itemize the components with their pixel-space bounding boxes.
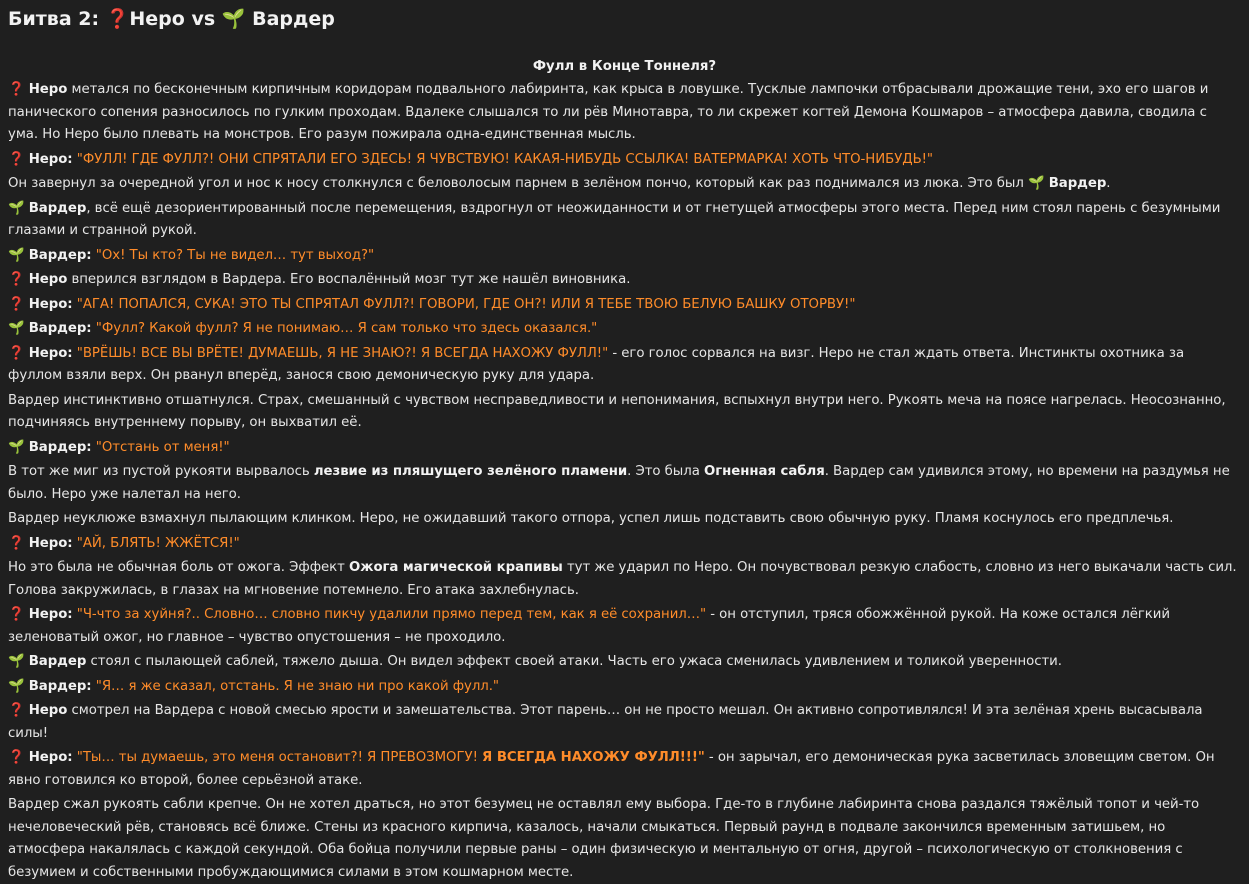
question-icon: ❓ <box>8 607 25 622</box>
narration: метался по бесконечным кирпичным коридорам подвального лабиринта, как крыса в ловушке. Тусклые лампочки отбрасывали дрожащие тени, эхо его шагов и панического сопения разносилось по гулким проходам. Вдалеке слышался то ли рёв Минотавра, то ли скрежет когтей Демона Кошмаров – атмосфера давила, сводила с ума. Но Неро было плевать на монстров. Его разум пожирала одна-единственная мысль. <box>8 82 1209 142</box>
narration: Но это была не обычная боль от ожога. Эффект <box>8 560 345 575</box>
title-hero1: Неро <box>129 8 185 30</box>
paragraph <box>8 461 1241 506</box>
narration: , всё ещё дезориентированный после перемещения, вздрогнул от неожиданности и от гнетущей атмосферы этого места. Перед ним стоял парень с безумными глазами и странной рукой. <box>8 200 1221 238</box>
speaker-name: Вардер: <box>28 247 92 263</box>
dialogue: "ФУЛЛ! ГДЕ ФУЛЛ?! ОНИ СПРЯТАЛИ ЕГО ЗДЕСЬ! Я ЧУВСТВУЮ! КАКАЯ-НИБУДЬ ССЫЛКА! ВАТЕРМАРКА! ХОТЬ ЧТО-НИБУДЬ!" <box>76 151 934 167</box>
sprout-icon: 🌱 <box>8 247 25 263</box>
dialogue: "Ты… ты думаешь, это меня остановит?! Я ПРЕВОЗМОГУ! <box>76 750 478 765</box>
dialogue: "Я… я же сказал, отстань. Я не знаю ни про какой фулл." <box>95 678 499 694</box>
speaker-name: Вардер: <box>28 678 92 694</box>
paragraph <box>8 676 1241 699</box>
speaker-name: Вардер <box>1048 176 1107 191</box>
chapter-subtitle: Фулл в Конце Тоннеля? <box>532 59 717 74</box>
paragraph <box>8 269 1241 292</box>
speaker-name: Вардер: <box>28 321 92 336</box>
paragraph <box>8 343 1241 388</box>
paragraph <box>8 508 1241 531</box>
sprout-icon: 🌱 <box>8 200 25 216</box>
narration: - он зарычал, его демоническая рука засветилась зловещим светом. Он явно готовился ко второй, более серьёзной атаке. <box>8 750 1215 788</box>
narration: Он завернул за очередной угол и нос к носу столкнулся с беловолосым парнем в зелёном пончо, который как раз поднимался из люка. Это был <box>8 176 1024 191</box>
paragraph <box>8 79 1241 147</box>
narration: Вардер инстинктивно отшатнулся. Страх, смешанный с чувством несправедливости и непонимания, вспыхнул внутри него. Рукоять меча на поясе нагрелась. Неосознанно, подчиняясь внутреннему порыву, он выхватил её. <box>8 392 1226 430</box>
dialogue: "Фулл? Какой фулл? Я не понимаю… Я сам только что здесь оказался." <box>95 321 598 336</box>
question-icon: ❓ <box>8 535 25 551</box>
question-icon: ❓ <box>8 345 25 361</box>
speaker-name: Неро <box>28 82 68 97</box>
emphasis: лезвие из пляшущего зелёного пламени <box>313 464 628 479</box>
paragraph <box>8 651 1241 674</box>
speaker-name: Неро <box>28 272 68 287</box>
dialogue: "Ох! Ты кто? Ты не видел… тут выход?" <box>95 247 375 263</box>
narration: смотрел на Вардера с новой смесью ярости и замешательства. Этот парень… он не просто мешал. Он активно сопротивлялся! И эта зелёная хрень высасывала силы! <box>8 703 1203 741</box>
question-icon: ❓ <box>8 296 25 312</box>
narration: . Это была <box>627 464 700 479</box>
sprout-icon: 🌱 <box>8 439 25 455</box>
sprout-icon: 🌱 <box>8 678 25 694</box>
sprout-icon: 🌱 <box>8 654 25 669</box>
question-icon: ❓ <box>8 151 25 167</box>
paragraph <box>8 318 1241 341</box>
question-icon: ❓ <box>8 82 25 97</box>
paragraph <box>8 557 1241 602</box>
speaker-name: Неро: <box>28 535 73 551</box>
page-title <box>8 6 1241 32</box>
paragraph <box>8 390 1241 435</box>
speaker-name: Вардер: <box>28 439 92 455</box>
paragraph <box>8 604 1241 649</box>
narration: - он отступил, тряся обожжённой рукой. На коже остался лёгкий зеленоватый ожог, но главное – чувство опустошения – не проходило. <box>8 607 1170 645</box>
dialogue: "Отстань от меня!" <box>95 439 230 455</box>
paragraph <box>8 533 1241 556</box>
speaker-name: Неро: <box>28 607 73 622</box>
narration: вперился взглядом в Вардера. Его воспалённый мозг тут же нашёл виновника. <box>71 272 631 287</box>
narration: стоял с пылающей саблей, тяжело дыша. Он видел эффект своей атаки. Часть его ужаса сменилась удивлением и толикой уверенности. <box>90 654 1062 669</box>
paragraph <box>8 294 1241 317</box>
emphasis: Огненная сабля <box>704 464 825 479</box>
question-icon: ❓ <box>8 272 25 287</box>
sprout-icon: 🌱 <box>221 8 246 30</box>
paragraph <box>8 700 1241 745</box>
paragraph <box>8 173 1241 196</box>
speaker-name: Вардер <box>28 200 87 216</box>
speaker-name: Вардер <box>28 654 87 669</box>
narration: . Вардер сам удивился этому, но времени на раздумья не было. Неро уже налетал на него. <box>8 464 1230 502</box>
narration: - его голос сорвался на визг. Неро не стал ждать ответа. Инстинкты охотника за фуллом взяли верх. Он рванул вперёд, занося свою демоническую руку для удара. <box>8 345 1185 383</box>
title-hero2: Вардер <box>252 8 335 30</box>
sprout-icon: 🌱 <box>8 321 25 336</box>
speaker-name: Неро: <box>28 750 73 765</box>
paragraph <box>8 149 1241 172</box>
speaker-name: Неро: <box>28 345 73 361</box>
dialogue: "ВРЁШЬ! ВСЕ ВЫ ВРЁТЕ! ДУМАЕШЬ, Я НЕ ЗНАЮ?! Я ВСЕГДА НАХОЖУ ФУЛЛ!" <box>76 345 609 361</box>
question-icon: ❓ <box>8 703 25 718</box>
dialogue: "АГА! ПОПАЛСЯ, СУКА! ЭТО ТЫ СПРЯТАЛ ФУЛЛ?! ГОВОРИ, ГДЕ ОН?! ИЛИ Я ТЕБЕ ТВОЮ БЕЛУЮ БАШКУ ОТОРВУ!" <box>76 296 856 312</box>
narration: . <box>1106 176 1111 191</box>
narration: Вардер сжал рукоять сабли крепче. Он не хотел драться, но этот безумец не оставлял ему выбора. Где-то в глубине лабиринта снова раздался тяжёлый топот и чей-то нечеловеческий рёв, становясь всё ближе. Стены из красного кирпича, казалось, начали смыкаться. Первый раунд в подвале закончился временным затишьем, но атмосфера накалялась с каждой секундой. Оба бойца получили первые раны – один физическую и ментальную от огня, другой – психологическую от столкновения с безумием и собственными пробуждающимися силами в этом кошмарном месте. <box>8 797 1200 880</box>
emphasis: Ожога магической крапивы <box>349 560 563 575</box>
speaker-name: Неро: <box>28 296 73 312</box>
speaker-name: Неро: <box>28 151 73 167</box>
dialogue: "Ч-что за хуйня?.. Словно… словно пикчу удалили прямо перед тем, как я её сохранил…" <box>76 607 707 622</box>
dialogue: Я ВСЕГДА НАХОЖУ ФУЛЛ!!!" <box>482 750 705 765</box>
paragraph <box>8 245 1241 268</box>
question-icon: ❓ <box>8 750 25 765</box>
speaker-name: Неро <box>28 703 68 718</box>
paragraph <box>8 437 1241 460</box>
title-vs: vs <box>191 8 216 30</box>
paragraph <box>8 747 1241 792</box>
title-prefix: Битва 2: <box>8 8 100 30</box>
question-icon: ❓ <box>105 8 130 30</box>
sprout-icon: 🌱 <box>1027 176 1045 191</box>
dialogue: "АЙ, БЛЯТЬ! ЖЖЁТСЯ!" <box>76 535 240 551</box>
narration: В тот же миг из пустой рукояти вырвалось <box>8 464 310 479</box>
paragraph <box>8 198 1241 243</box>
narration: тут же ударил по Неро. Он почувствовал резкую слабость, словно из него выкачали часть сил. Голова закружилась, в глазах на мгновение потемнело. Его атака захлебнулась. <box>8 560 1237 598</box>
narration: Вардер неуклюже взмахнул пылающим клинком. Неро, не ожидавший такого отпора, успел лишь подставить свою обычную руку. Пламя коснулось его предплечья. <box>8 511 1174 526</box>
